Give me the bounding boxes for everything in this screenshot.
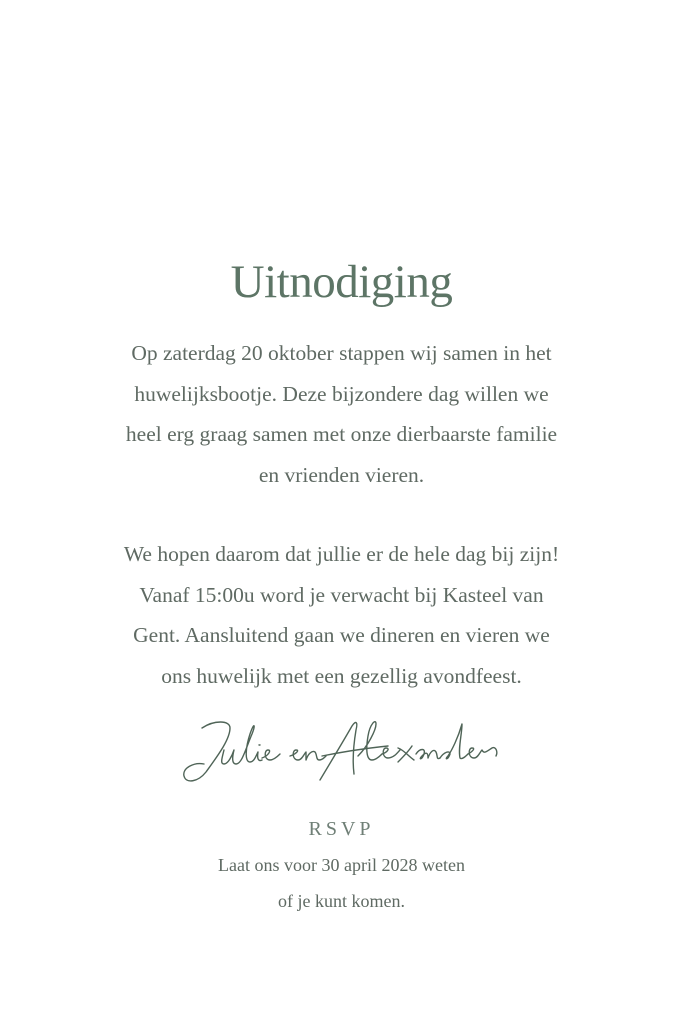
rsvp-text [0, 847, 683, 919]
paragraph-2-line: We hopen daarom dat jullie er de hele dag bij zijn! [123, 542, 560, 566]
paragraph-1-line: huwelijksbootje. Deze bijzondere dag willen we [134, 381, 549, 406]
paragraph-1-line: heel erg graag samen met onze dierbaarste familie [125, 422, 558, 446]
paragraph-1-line: Op zaterdag 20 oktober stappen wij samen in het [131, 341, 552, 365]
paragraph-2-line: Vanaf 15:00u word je verwacht bij Kasteel van [139, 582, 544, 607]
rsvp-line: of je kunt komen. [278, 891, 405, 911]
rsvp-title: RSVP [308, 818, 375, 840]
paragraph-2-line: ons huwelijk met een gezellig avondfeest. [161, 663, 522, 688]
invitation-title: Uitnodiging [230, 256, 453, 308]
paragraph-1-line: en vrienden vieren. [258, 462, 425, 487]
rsvp-line: Laat ons voor 30 april 2028 weten [218, 855, 465, 875]
handwritten-signature [172, 712, 502, 802]
paragraph-2-line: Gent. Aansluitend gaan we dineren en vieren we [133, 623, 550, 647]
invitation-paragraph-2 [0, 534, 683, 696]
invitation-paragraph-1 [0, 333, 683, 495]
